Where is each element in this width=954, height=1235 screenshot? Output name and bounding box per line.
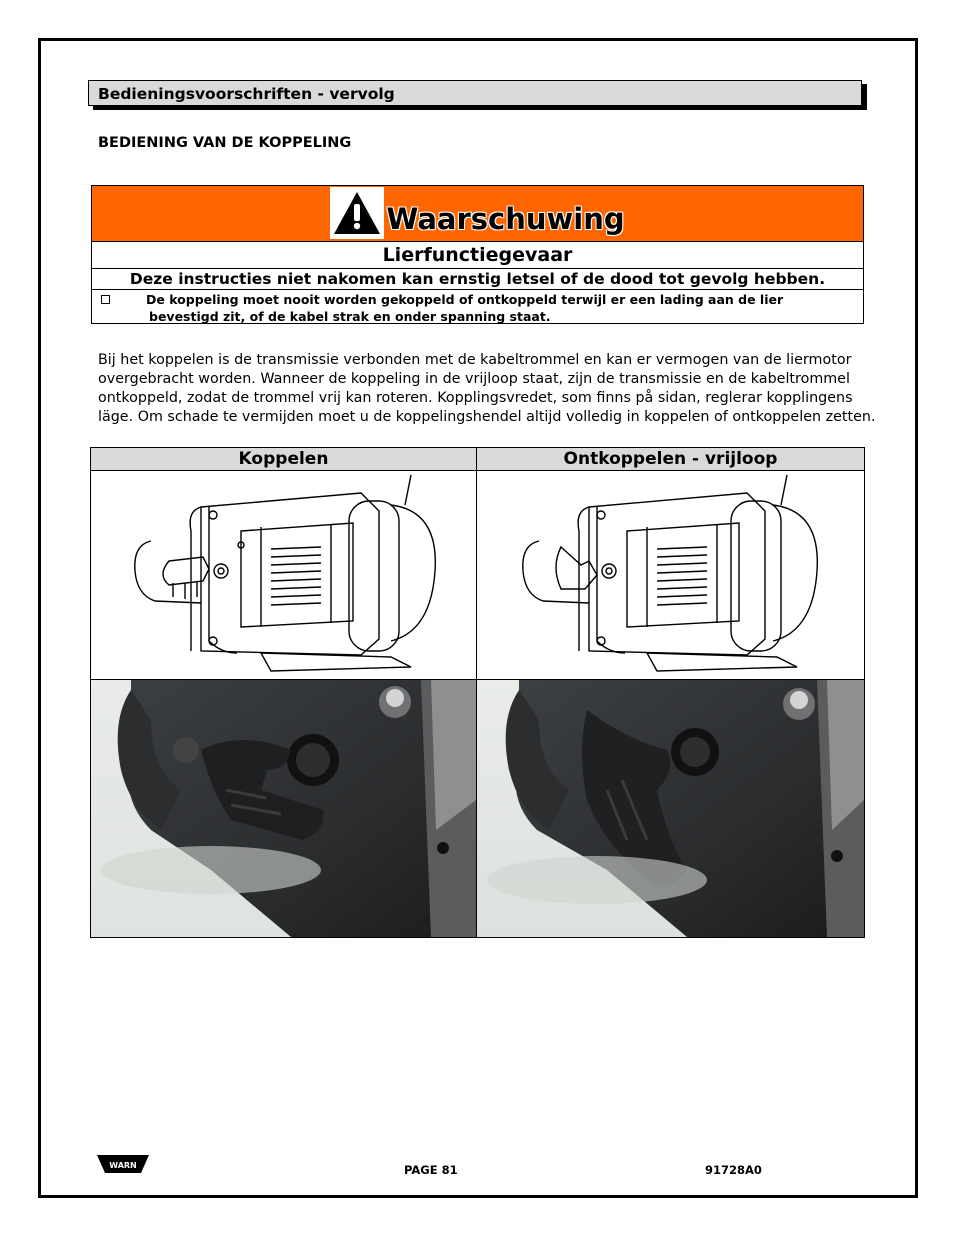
bullet-line: bevestigd zit, of de kabel strak en onder spanning staat.: [149, 309, 551, 324]
column-header-engaged: Koppelen: [90, 447, 477, 471]
photo-clutch-freespool: [476, 679, 865, 938]
clutch-comparison-table: [90, 447, 865, 938]
warning-bullet: [92, 290, 863, 323]
photo-clutch-engaged: [90, 679, 477, 938]
warning-banner: [92, 186, 863, 242]
warning-box: [91, 185, 864, 324]
bullet-line: De koppeling moet nooit worden gekoppeld of ontkoppeld terwijl er een lading aan de lier: [146, 292, 784, 307]
document-code: 91728A0: [705, 1163, 762, 1177]
body-line: Bij het koppelen is de transmissie verbonden met de kabeltrommel en kan er vermogen van de liermotor: [98, 352, 852, 368]
logo-text: WARN: [109, 1161, 137, 1170]
page-number: PAGE 81: [404, 1163, 458, 1177]
winch-drawing-engaged: [90, 470, 477, 680]
body-line: overgebracht worden. Wanneer de koppeling in de vrijloop staat, zijn de transmissie en de kabeltrommel: [98, 371, 850, 387]
consequence-text: Deze instructies niet nakomen kan ernstig letsel of de dood tot gevolg hebben.: [92, 269, 863, 290]
warn-logo: [97, 1153, 149, 1179]
body-line: ontkoppeld, zodat de trommel vrij kan roteren. Kopplingsvredet, som finns på sidan, reglerar kopplingens: [98, 390, 853, 406]
section-header: Bedieningsvoorschriften - vervolg: [88, 80, 862, 106]
warning-triangle-icon: [330, 187, 384, 239]
subheading: BEDIENING VAN DE KOPPELING: [98, 135, 352, 151]
body-line: läge. Om schade te vermijden moet u de koppelingshendel altijd volledig in koppelen of ontkoppelen zetten.: [98, 409, 876, 425]
checkbox-bullet-icon: [101, 295, 110, 304]
signal-word: Waarschuwing: [386, 202, 625, 236]
bullet-text: [146, 291, 826, 325]
column-header-freespool: Ontkoppelen - vrijloop: [476, 447, 865, 471]
winch-drawing-freespool: [476, 470, 865, 680]
body-paragraph: [98, 351, 876, 427]
hazard-title: Lierfunctiegevaar: [92, 242, 863, 269]
